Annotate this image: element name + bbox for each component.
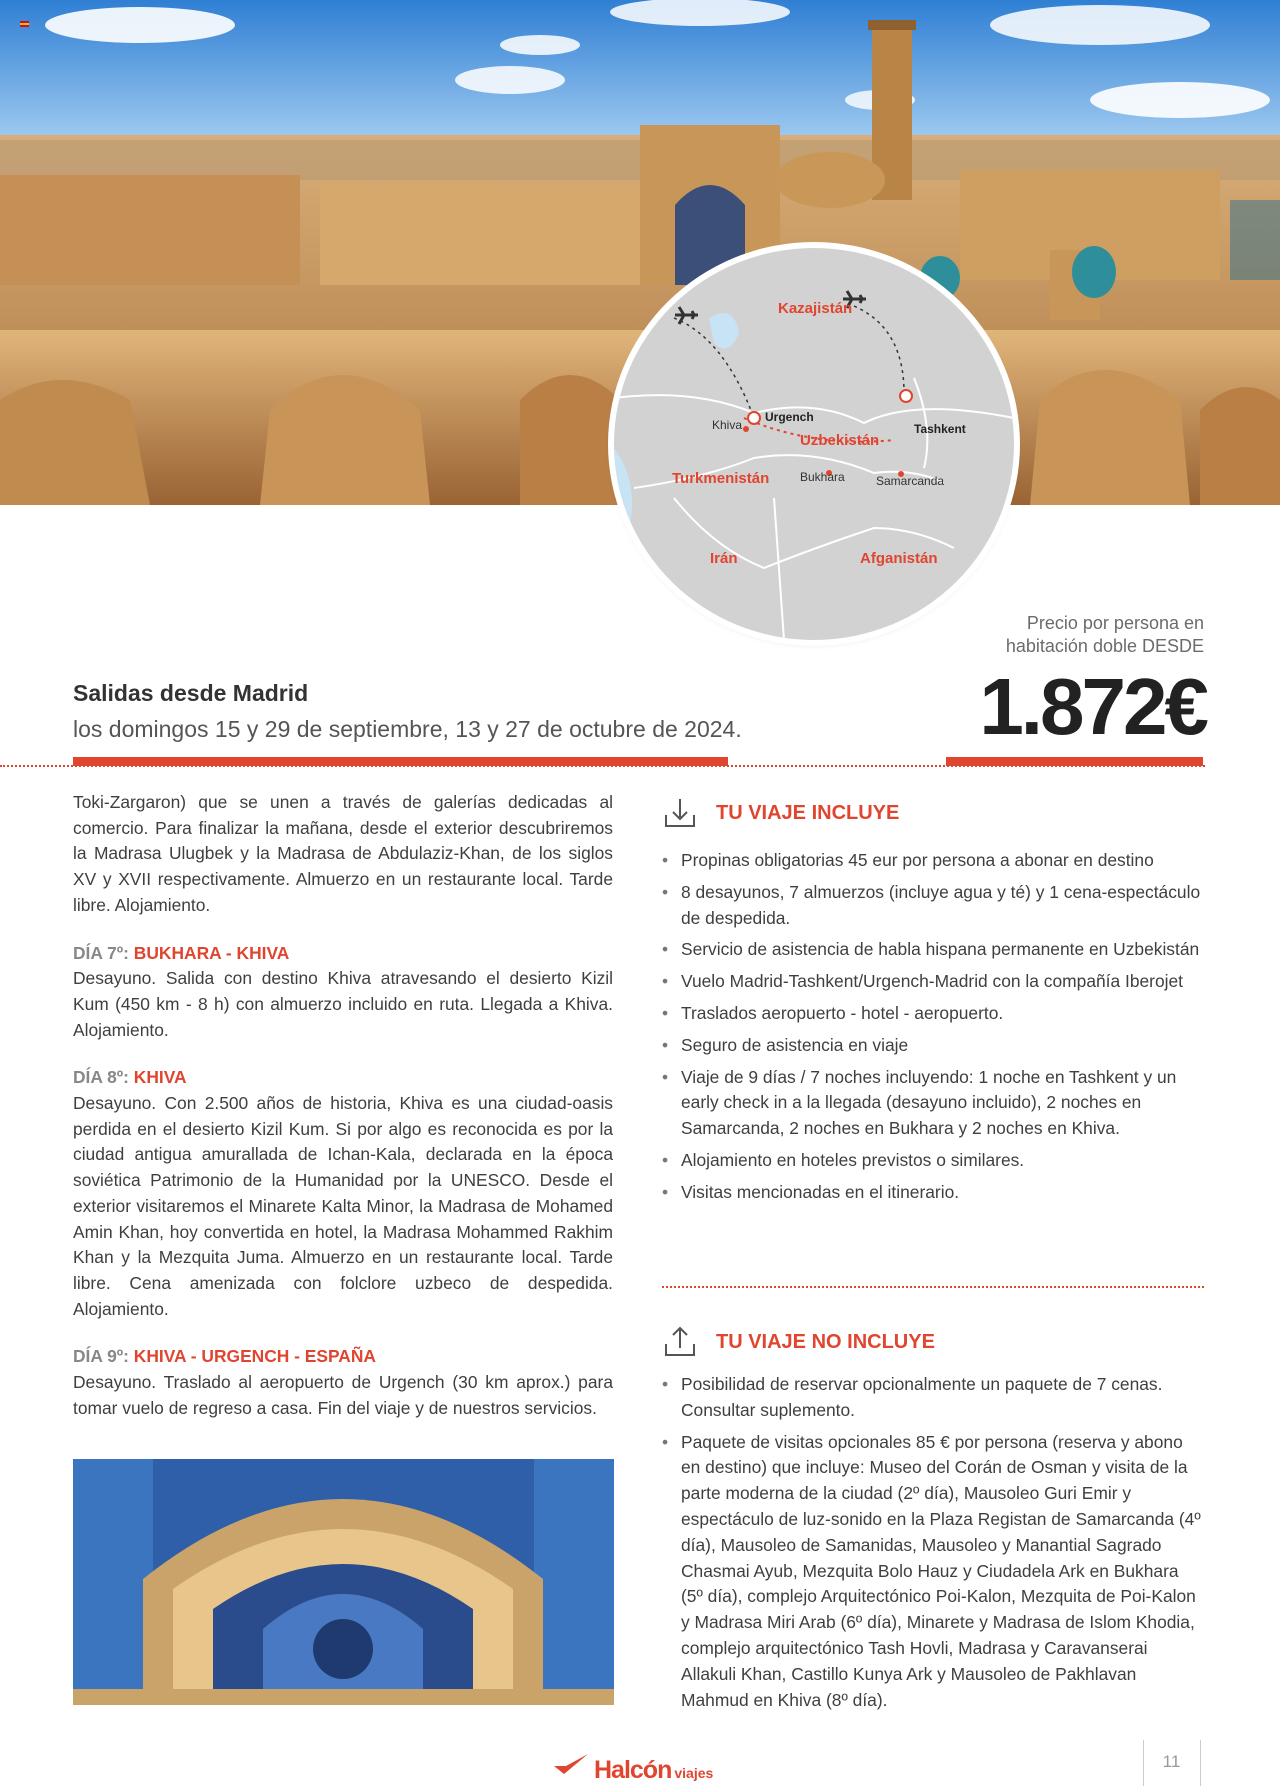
- accent-bar: [73, 757, 728, 766]
- list-item: • Paquete de visitas opcionales 85 € por persona (reserva y abono en destino) que incluye: Museo del Corán de Osman y visita de la parte moderna de la ciudad (2º día), Mausoleo Guri Emir y espectáculo de luz-sonido en la Plaza Registan de Samarcanda (4º día), Mausoleo de Samanidas, Mausoleo y Manantial Sagrado Chasmai Ayub, Mezquita Bolo Hauz y Ciudadela Ark en Bukhara (5º día), complejo Arquitectónico Poi-Kalon, Mezquita de Poi-Kalon y Madrasa Miri Arab (6º día), Minarete y Madrasa de Islom Khodia, complejo arquitectónico Tash Hovli, Madrasa y Caravanserai Allakuli Khan, Castillo Kunya Ark y Mausoleo de Pakhlavan Mahmud en Khiva (8º día).: [662, 1430, 1204, 1714]
- map-label-afganistan: Afganistán: [860, 550, 938, 567]
- excludes-header: [662, 1324, 935, 1360]
- list-item: • Visitas mencionadas en el itinerario.: [662, 1180, 1204, 1206]
- list-item: • Posibilidad de reservar opcionalmente un paquete de 7 cenas. Consultar suplemento.: [662, 1372, 1204, 1424]
- map-label-iran: Irán: [710, 550, 738, 567]
- map-city-samarcanda: Samarcanda: [876, 474, 945, 488]
- includes-title: TU VIAJE INCLUYE: [716, 801, 900, 824]
- day-heading: [73, 1344, 613, 1370]
- list-item: • Seguro de asistencia en viaje: [662, 1033, 1204, 1059]
- accent-bar: [946, 757, 1203, 766]
- upload-icon: [662, 1324, 698, 1360]
- day-number: DÍA 8º:: [73, 1067, 129, 1088]
- includes-header: [662, 795, 899, 831]
- day-text: Desayuno. Con 2.500 años de historia, Khiva es una ciudad-oasis perdida en el desierto Kizil Kum. Si por algo es reconocida es por la ciudad antigua amurallada de Ichan-Kala, declarada en la época soviética Patrimonio de la Humanidad por la UNESCO. Desde el exterior visitaremos el Minarete Kalta Minor, la Madrasa de Mohamed Amin Khan, hoy convertida en hotel, la Madrasa Mohammed Rakhim Khan y la Mezquita Juma. Almuerzo en un restaurante local. Tarde libre. Cena amenizada con folclore uzbeco de despedida. Alojamiento.: [73, 1093, 613, 1319]
- logo-brand: Halcón: [594, 1756, 672, 1784]
- includes-list: [662, 848, 1204, 1212]
- excludes-list: [662, 1372, 1204, 1719]
- day-heading: [73, 941, 613, 967]
- day-text: Desayuno. Salida con destino Khiva atravesando el desierto Kizil Kum (450 km - 8 h) con almuerzo incluido en ruta. Llegada a Khiva. Alojamiento.: [73, 968, 613, 1040]
- download-icon: [662, 795, 698, 831]
- day-title: BUKHARA - KHIVA: [133, 942, 290, 963]
- halcon-logo[interactable]: [552, 1752, 713, 1785]
- day-title: KHIVA: [133, 1067, 187, 1088]
- map-label-uzbekistan: Uzbekistán: [800, 432, 880, 449]
- map-label-turkmenistan: Turkmenistán: [672, 470, 770, 487]
- list-item: • 8 desayunos, 7 almuerzos (incluye agua y té) y 1 cena-espectáculo de despedida.: [662, 880, 1204, 932]
- flag-icon: [20, 21, 29, 27]
- departures-title: Salidas desde Madrid: [73, 680, 309, 706]
- halcon-wing-icon: [552, 1752, 590, 1778]
- day-heading: [73, 1065, 613, 1091]
- map-label-kazajistan: Kazajistán: [778, 300, 853, 317]
- price-note-line1: Precio por persona en: [1026, 613, 1204, 633]
- day-number: DÍA 7º:: [73, 942, 129, 963]
- map-city-tashkent: Tashkent: [914, 422, 966, 436]
- map-city-urgench: Urgench: [765, 410, 814, 424]
- route-map: [614, 248, 1014, 640]
- photo-tiled-arch: [73, 1459, 614, 1705]
- map-city-khiva: Khiva: [712, 418, 743, 432]
- day-text: Desayuno. Traslado al aeropuerto de Urgench (30 km aprox.) para tomar vuelo de regreso a casa. Fin del viaje y de nuestros servicios.: [73, 1372, 613, 1418]
- list-item: • Vuelo Madrid-Tashkent/Urgench-Madrid con la compañía Iberojet: [662, 969, 1204, 995]
- excludes-title: TU VIAJE NO INCLUYE: [716, 1330, 935, 1353]
- price-note: [944, 612, 1204, 658]
- itinerary: [73, 790, 613, 1421]
- page-number: 11: [1162, 1752, 1181, 1771]
- list-item: • Viaje de 9 días / 7 noches incluyendo: 1 noche en Tashkent y un early check in a la llegada (desayuno incluido), 2 noches en Samarcanda, 2 noches en Bukhara y 2 noches en Khiva.: [662, 1065, 1204, 1142]
- day-title: KHIVA - URGENCH - ESPAÑA: [133, 1346, 376, 1367]
- price-note-line2: habitación doble DESDE: [1005, 636, 1204, 656]
- divider: [662, 1286, 1204, 1288]
- day-number: DÍA 9º:: [73, 1346, 129, 1367]
- list-item: • Servicio de asistencia de habla hispana permanente en Uzbekistán: [662, 937, 1204, 963]
- departures-dates: los domingos 15 y 29 de septiembre, 13 y 27 de octubre de 2024.: [73, 716, 742, 742]
- list-item: • Traslados aeropuerto - hotel - aeropuerto.: [662, 1001, 1204, 1027]
- itinerary-intro: Toki-Zargaron) que se unen a través de galerías dedicadas al comercio. Para finalizar la mañana, desde el exterior descubriremos la Madrasa Ulugbek y la Madrasa de Abdulaziz-Khan, de los siglos XV y XVII respectivamente. Almuerzo en un restaurante local. Tarde libre. Alojamiento.: [73, 792, 613, 915]
- divider: [1200, 1740, 1201, 1786]
- map-city-bukhara: Bukhara: [800, 470, 845, 484]
- price-amount: 1.872€: [979, 662, 1206, 751]
- airplane-icon: [674, 306, 700, 326]
- logo-sub: viajes: [674, 1765, 714, 1781]
- list-item: • Propinas obligatorias 45 eur por persona a abonar en destino: [662, 848, 1204, 874]
- list-item: • Alojamiento en hoteles previstos o similares.: [662, 1148, 1204, 1174]
